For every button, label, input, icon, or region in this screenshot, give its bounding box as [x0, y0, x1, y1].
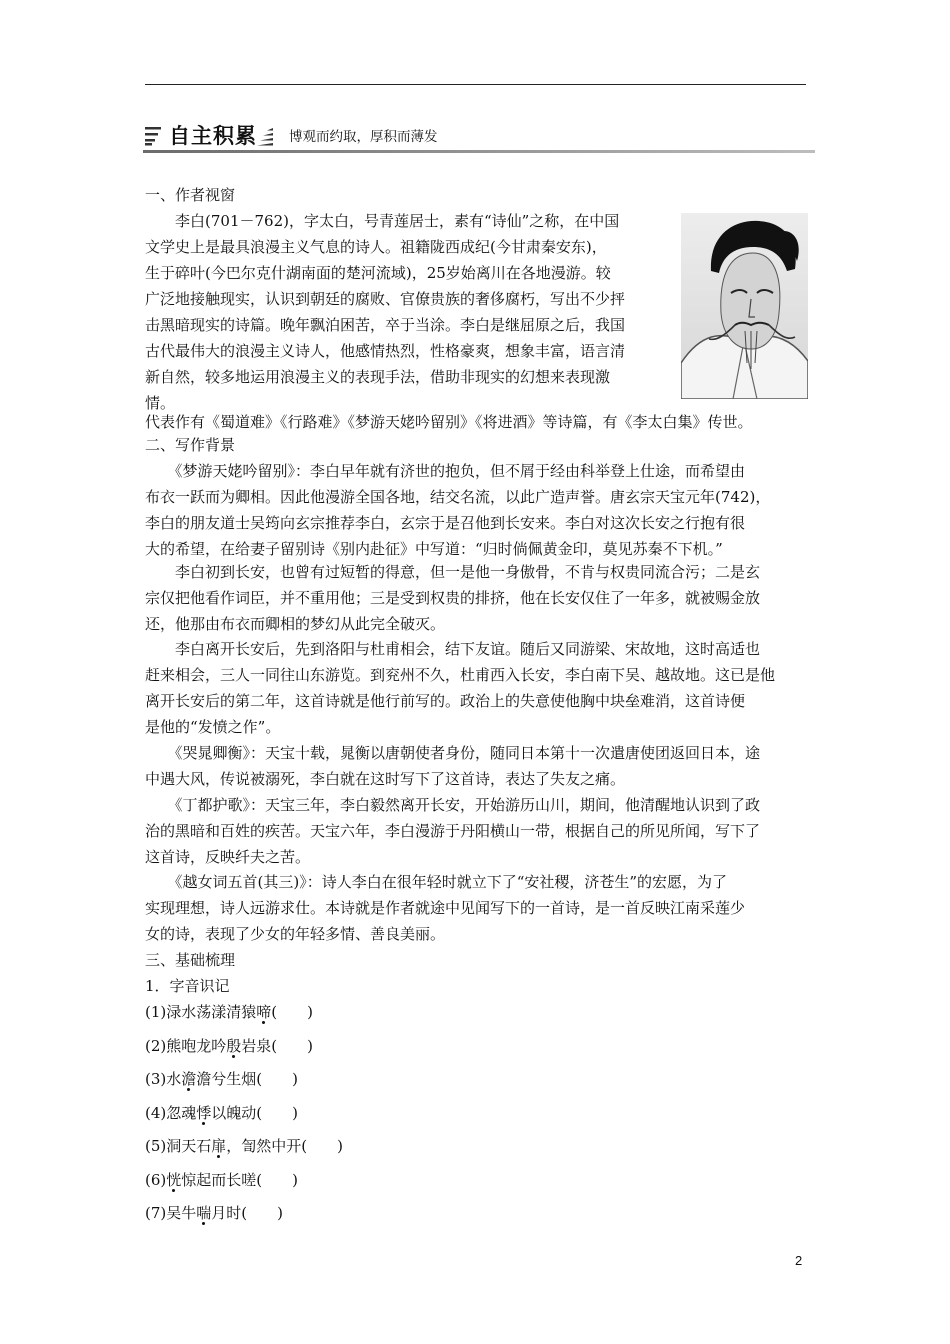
paragraph-line: 情。: [145, 394, 176, 412]
paragraph-line: 李白离开长安后，先到洛阳与杜甫相会，结下友谊。随后又同游梁、宋故地，这时高适也: [145, 640, 761, 658]
stripe-right-icon: [257, 126, 273, 146]
dotted-char: 喘: [196, 1204, 212, 1222]
paragraph-line: 《梦游天姥吟留别》：李白早年就有济世的抱负，但不屑于经由科举登上仕途，而希望由: [145, 462, 746, 480]
paragraph-line: 中遇大风，传说被溺死，李白就在这时写下了这首诗，表达了失友之痛。: [145, 770, 626, 788]
exercise-item: (1)渌水荡漾清猿啼( ): [145, 1003, 313, 1021]
paragraph-line: 布衣一跃而为卿相。因此他漫游全国各地，结交名流，以此广造声誉。唐玄宗天宝元年(742)，: [145, 488, 771, 506]
dotted-char: 啼: [256, 1003, 272, 1021]
section-heading: 二、写作背景: [145, 436, 236, 454]
exercise-item: (4)忽魂悸以魄动( ): [145, 1104, 298, 1122]
dotted-char: 恍: [166, 1171, 182, 1189]
subsection-heading: 1．字音识记: [145, 977, 230, 995]
banner-title: 自主积累: [169, 124, 257, 148]
paragraph-line: 还，他那由布衣而卿相的梦幻从此完全破灭。: [145, 615, 446, 633]
section-heading: 三、基础梳理: [145, 951, 236, 969]
paragraph-line: 代表作有《蜀道难》《行路难》《梦游天姥吟留别》《将进酒》等诗篇，有《李太白集》传世。: [145, 413, 753, 431]
paragraph-line: 广泛地接触现实，认识到朝廷的腐败、官僚贵族的奢侈腐朽，写出不少抨: [145, 290, 626, 308]
banner-underline: [143, 150, 815, 153]
paragraph-line: 《越女词五首(其三)》：诗人李白在很年轻时就立下了“安社稷，济苍生”的宏愿，为了: [145, 873, 728, 891]
paragraph-line: 《哭晁卿衡》：天宝十载，晁衡以唐朝使者身份，随同日本第十一次遣唐使团返回日本，途: [145, 744, 761, 762]
paragraph-line: 实现理想，诗人远游求仕。本诗就是作者就途中见闻写下的一首诗，是一首反映江南采莲少: [145, 899, 746, 917]
exercise-item: (3)水澹澹兮生烟( ): [145, 1070, 298, 1088]
paragraph-line: 李白的朋友道士吴筠向玄宗推荐李白，玄宗于是召他到长安来。李白对这次长安之行抱有很: [145, 514, 746, 532]
exercise-item: (5)洞天石扉，訇然中开( ): [145, 1137, 343, 1155]
paragraph-line: 大的希望，在给妻子留别诗《别内赴征》中写道：“归时倘佩黄金印，莫见苏秦不下机。”: [145, 540, 723, 558]
paragraph-line: 离开长安后的第二年，这首诗就是他行前写的。政治上的失意使他胸中块垒难消，这首诗便: [145, 692, 746, 710]
paragraph-line: 这首诗，反映纤夫之苦。: [145, 848, 311, 866]
paragraph-line: 李白初到长安，也曾有过短暂的得意，但一是他一身傲骨，不肯与权贵同流合污；二是玄: [145, 563, 761, 581]
dotted-char: 澹: [181, 1070, 197, 1088]
dotted-char: 悸: [196, 1104, 212, 1122]
exercise-item: (6)恍惊起而长嗟( ): [145, 1171, 298, 1189]
paragraph-line: 《丁都护歌》：天宝三年，李白毅然离开长安，开始游历山川，期间，他清醒地认识到了政: [145, 796, 761, 814]
exercise-item: (7)吴牛喘月时( ): [145, 1204, 283, 1222]
paragraph-line: 宗仅把他看作词臣，并不重用他；三是受到权贵的排挤，他在长安仅住了一年多，就被赐金放: [145, 589, 761, 607]
page-number: 2: [795, 1253, 803, 1268]
paragraph-line: 击黑暗现实的诗篇。晚年飘泊困苦，卒于当涂。李白是继屈原之后，我国: [145, 316, 626, 334]
paragraph-line: 古代最伟大的浪漫主义诗人，他感情热烈，性格豪爽，想象丰富，语言清: [145, 342, 626, 360]
header-rule: [145, 84, 806, 85]
exercise-item: (2)熊咆龙吟殷岩泉( ): [145, 1037, 313, 1055]
dotted-char: 扉: [211, 1137, 227, 1155]
paragraph-line: 女的诗，表现了少女的年轻多情、善良美丽。: [145, 925, 446, 943]
paragraph-line: 赶来相会，三人一同往山东游览。到兖州不久，杜甫西入长安，李白南下吴、越故地。这已是他: [145, 666, 776, 684]
dotted-char: 殷: [226, 1037, 242, 1055]
stripe-left-icon: [145, 126, 161, 146]
banner-slogan: 博观而约取，厚积而薄发: [289, 129, 438, 145]
paragraph-line: 生于碎叶(今巴尔克什湖南面的楚河流域)，25岁始离川在各地漫游。较: [145, 264, 611, 282]
paragraph-line: 李白(701－762)，字太白，号青莲居士，素有“诗仙”之称，在中国: [145, 212, 620, 230]
section-heading: 一、作者视窗: [145, 186, 236, 204]
li-bai-portrait-image: [681, 213, 808, 399]
paragraph-line: 新自然，较多地运用浪漫主义的表现手法，借助非现实的幻想来表现激: [145, 368, 611, 386]
paragraph-line: 文学史上是最具浪漫主义气息的诗人。祖籍陇西成纪(今甘肃秦安东)，: [145, 238, 607, 256]
paragraph-line: 是他的“发愤之作”。: [145, 718, 281, 736]
section-banner: [143, 121, 815, 151]
paragraph-line: 治的黑暗和百姓的疾苦。天宝六年，李白漫游于丹阳横山一带，根据自己的所见所闻，写下了: [145, 822, 761, 840]
